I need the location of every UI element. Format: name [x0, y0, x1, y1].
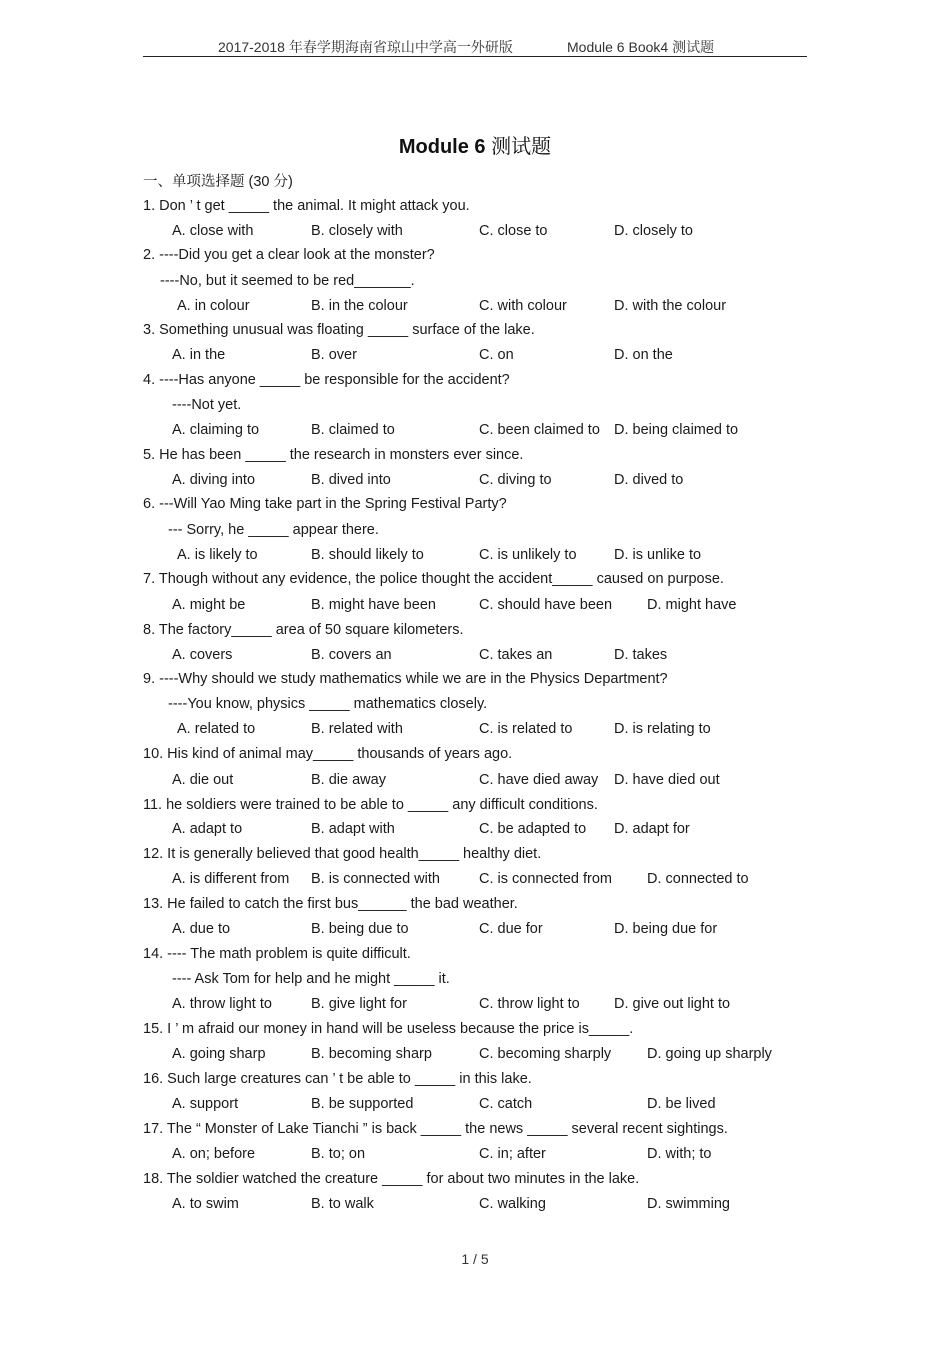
- answer-option-c: C. been claimed to: [479, 422, 600, 438]
- answer-option-d: D. connected to: [647, 871, 749, 887]
- answer-option-d: D. with the colour: [614, 298, 727, 314]
- answer-option-d: D. swimming: [647, 1196, 730, 1212]
- answer-option-c: C. becoming sharply: [479, 1046, 612, 1062]
- answer-option-c: C. should have been: [479, 597, 613, 613]
- answer-option-c: C. is unlikely to: [479, 547, 577, 563]
- answer-option-b: B. to; on: [311, 1146, 366, 1162]
- answer-option-b: B. closely with: [311, 223, 403, 239]
- answer-option-a: A. diving into: [172, 472, 256, 488]
- answer-option-d: D. might have: [647, 597, 737, 613]
- header-school-title: 2017-2018 年春学期海南省琼山中学高一外研版: [218, 39, 513, 55]
- page-title: [0, 130, 950, 159]
- answer-option-c: C. throw light to: [479, 996, 580, 1012]
- answer-option-a: A. close with: [172, 223, 254, 239]
- answer-option-d: D. with; to: [647, 1146, 712, 1162]
- question-stem: 12. It is generally believed that good health_____ healthy diet.: [143, 846, 542, 862]
- answer-option-d: D. takes: [614, 647, 668, 663]
- answer-option-b: B. covers an: [311, 647, 392, 663]
- answer-option-c: C. on: [479, 347, 514, 363]
- question-stem: 8. The factory_____ area of 50 square kilometers.: [143, 622, 464, 638]
- answer-option-b: B. is connected with: [311, 871, 440, 887]
- question-stem-continued: --- Sorry, he _____ appear there.: [168, 522, 379, 538]
- answer-option-d: D. on the: [614, 347, 673, 363]
- answer-option-d: D. is relating to: [614, 721, 711, 737]
- answer-option-a: A. due to: [172, 921, 231, 937]
- answer-option-c: C. walking: [479, 1196, 546, 1212]
- question-stem: 14. ---- The math problem is quite difficult.: [143, 946, 411, 962]
- answer-option-c: C. diving to: [479, 472, 552, 488]
- question-stem-continued: ---- Ask Tom for help and he might _____ it.: [172, 971, 450, 987]
- answer-option-a: A. is likely to: [177, 547, 258, 563]
- answer-option-b: B. might have been: [311, 597, 436, 613]
- header-module-title: Module 6 Book4 测试题: [567, 39, 715, 55]
- answer-option-a: A. is different from: [172, 871, 290, 887]
- answer-option-a: A. covers: [172, 647, 233, 663]
- answer-option-d: D. have died out: [614, 772, 720, 788]
- answer-option-b: B. related with: [311, 721, 403, 737]
- page-title-bold: Module 6: [398, 136, 486, 158]
- question-stem: 15. I ’ m afraid our money in hand will be useless because the price is_____.: [143, 1021, 634, 1037]
- answer-option-b: B. over: [311, 347, 357, 363]
- question-stem: 6. ---Will Yao Ming take part in the Spring Festival Party?: [143, 496, 507, 512]
- question-stem-continued: ----No, but it seemed to be red_______.: [160, 273, 415, 289]
- answer-option-c: C. catch: [479, 1096, 533, 1112]
- question-stem: 16. Such large creatures can ’ t be able to _____ in this lake.: [143, 1071, 532, 1087]
- answer-option-b: B. adapt with: [311, 821, 395, 837]
- question-stem: 13. He failed to catch the first bus______ the bad weather.: [143, 896, 518, 912]
- question-stem: 9. ----Why should we study mathematics while we are in the Physics Department?: [143, 671, 668, 687]
- answer-option-b: B. die away: [311, 772, 386, 788]
- answer-option-a: A. adapt to: [172, 821, 243, 837]
- answer-option-b: B. dived into: [311, 472, 391, 488]
- question-stem: 4. ----Has anyone _____ be responsible for the accident?: [143, 372, 510, 388]
- answer-option-d: D. being due for: [614, 921, 718, 937]
- answer-option-c: C. close to: [479, 223, 548, 239]
- answer-option-a: A. related to: [177, 721, 256, 737]
- answer-option-d: D. dived to: [614, 472, 684, 488]
- answer-option-c: C. have died away: [479, 772, 599, 788]
- answer-option-c: C. be adapted to: [479, 821, 587, 837]
- answer-option-a: A. on; before: [172, 1146, 256, 1162]
- answer-option-d: D. being claimed to: [614, 422, 739, 438]
- answer-option-d: D. adapt for: [614, 821, 690, 837]
- question-stem-continued: ----You know, physics _____ mathematics closely.: [168, 696, 488, 712]
- section-heading: 一、单项选择题 (30 分): [143, 174, 293, 190]
- answer-option-b: B. be supported: [311, 1096, 414, 1112]
- answer-option-c: C. takes an: [479, 647, 553, 663]
- answer-option-b: B. in the colour: [311, 298, 408, 314]
- page-number: 1 / 5: [461, 1251, 489, 1267]
- answer-option-d: D. be lived: [647, 1096, 716, 1112]
- answer-option-a: A. support: [172, 1096, 239, 1112]
- page-title-rest: 测试题: [485, 136, 552, 158]
- question-stem: 5. He has been _____ the research in monsters ever since.: [143, 447, 524, 463]
- question-stem-continued: ----Not yet.: [172, 397, 242, 413]
- question-stem: 10. His kind of animal may_____ thousands of years ago.: [143, 746, 513, 762]
- answer-option-a: A. claiming to: [172, 422, 260, 438]
- answer-option-a: A. might be: [172, 597, 246, 613]
- answer-option-a: A. going sharp: [172, 1046, 266, 1062]
- answer-option-c: C. in; after: [479, 1146, 546, 1162]
- answer-option-d: D. is unlike to: [614, 547, 702, 563]
- page-header: [143, 36, 807, 57]
- question-stem: 7. Though without any evidence, the police thought the accident_____ caused on purpose.: [143, 571, 724, 587]
- question-stem: 1. Don ’ t get _____ the animal. It might attack you.: [143, 198, 470, 214]
- answer-option-b: B. give light for: [311, 996, 407, 1012]
- answer-option-c: C. with colour: [479, 298, 567, 314]
- question-stem: 17. The “ Monster of Lake Tianchi ” is back _____ the news _____ several recent sightings.: [143, 1121, 728, 1137]
- answer-option-a: A. in the: [172, 347, 226, 363]
- question-stem: 2. ----Did you get a clear look at the monster?: [143, 247, 435, 263]
- question-stem: 18. The soldier watched the creature _____ for about two minutes in the lake.: [143, 1171, 640, 1187]
- answer-option-b: B. claimed to: [311, 422, 395, 438]
- answer-option-b: B. to walk: [311, 1196, 374, 1212]
- answer-option-a: A. in colour: [177, 298, 250, 314]
- answer-option-b: B. being due to: [311, 921, 409, 937]
- answer-option-d: D. give out light to: [614, 996, 731, 1012]
- answer-option-d: D. going up sharply: [647, 1046, 772, 1062]
- answer-option-c: C. due for: [479, 921, 543, 937]
- answer-option-a: A. throw light to: [172, 996, 272, 1012]
- question-stem: 11. he soldiers were trained to be able to _____ any difficult conditions.: [143, 797, 598, 813]
- answer-option-d: D. closely to: [614, 223, 693, 239]
- answer-option-a: A. die out: [172, 772, 234, 788]
- answer-option-b: B. becoming sharp: [311, 1046, 432, 1062]
- answer-option-c: C. is connected from: [479, 871, 612, 887]
- answer-option-c: C. is related to: [479, 721, 573, 737]
- answer-option-b: B. should likely to: [311, 547, 424, 563]
- question-stem: 3. Something unusual was floating _____ surface of the lake.: [143, 322, 535, 338]
- answer-option-a: A. to swim: [172, 1196, 239, 1212]
